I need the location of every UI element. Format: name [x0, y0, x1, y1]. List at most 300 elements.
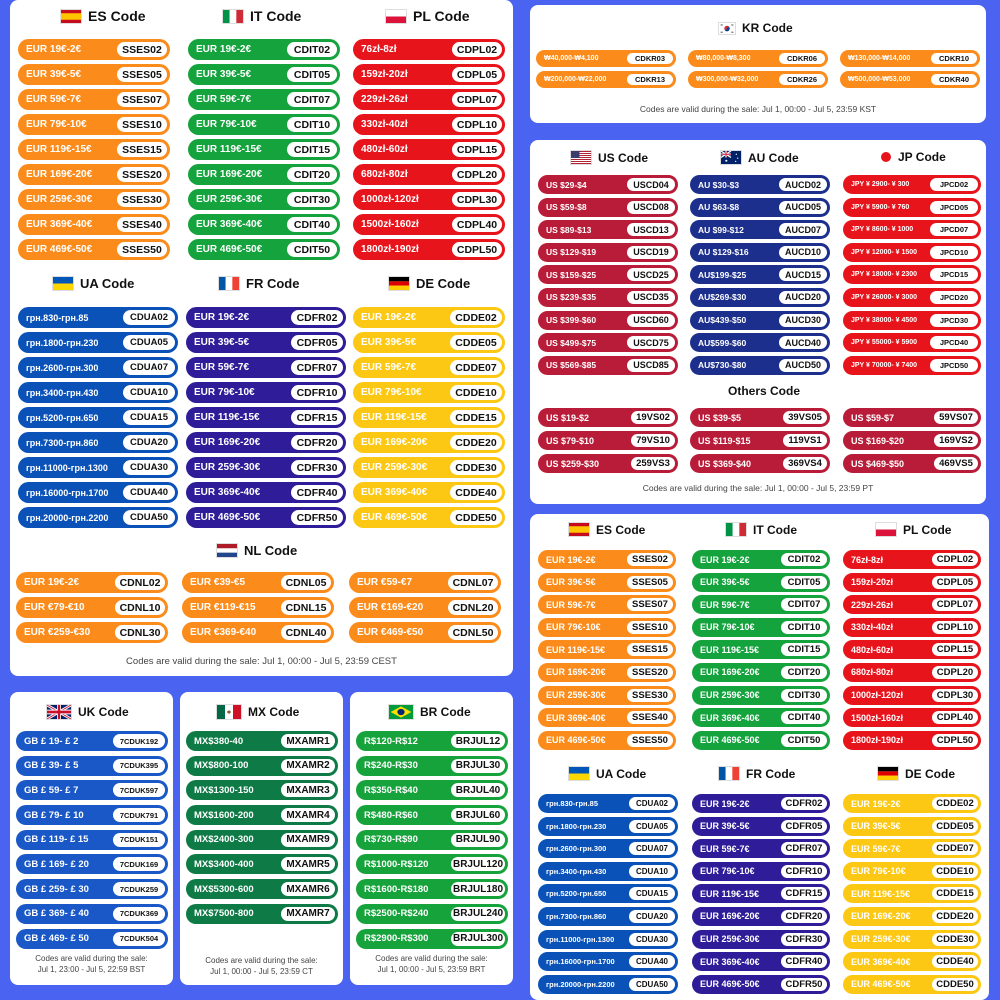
coupon-code[interactable]: CDUA05: [629, 820, 675, 833]
coupon-code[interactable]: JPCD40: [930, 336, 978, 349]
es-code-coupon-row[interactable]: [538, 686, 676, 705]
coupon-code[interactable]: 7CDUK192: [113, 734, 165, 748]
coupon-code[interactable]: CDNL05: [281, 575, 331, 590]
es-code-coupon-row[interactable]: [18, 139, 170, 160]
coupon-code[interactable]: SSES30: [627, 689, 673, 702]
de-code-coupon-row[interactable]: [353, 457, 505, 478]
coupon-code[interactable]: CDDE05: [932, 820, 978, 833]
coupon-code[interactable]: 59VS07: [934, 411, 978, 424]
coupon-code[interactable]: BRJUL30: [451, 759, 505, 773]
coupon-code[interactable]: CDUA50: [123, 510, 175, 525]
us-code-coupon-row[interactable]: [538, 243, 678, 262]
coupon-code[interactable]: CDKR06: [779, 53, 825, 64]
coupon-code[interactable]: CDDE05: [450, 335, 502, 350]
coupon-code[interactable]: CDKR13: [627, 74, 673, 85]
au-code-coupon-row[interactable]: [690, 333, 830, 352]
au-code-coupon-row[interactable]: [690, 265, 830, 284]
nl-code-coupon-row[interactable]: [182, 597, 334, 618]
de-code-coupon-row[interactable]: [353, 332, 505, 353]
us-code-coupon-row[interactable]: [538, 356, 678, 375]
others-code-coupon-row[interactable]: [538, 431, 678, 450]
coupon-code[interactable]: BRJUL40: [451, 783, 505, 797]
mx-code-coupon-row[interactable]: [186, 830, 338, 850]
coupon-code[interactable]: CDIT30: [287, 192, 337, 207]
coupon-code[interactable]: AUCD30: [779, 314, 827, 327]
jp-code-coupon-row[interactable]: [843, 220, 981, 239]
jp-code-coupon-row[interactable]: [843, 333, 981, 352]
coupon-code[interactable]: CDUA40: [123, 485, 175, 500]
ua-code-coupon-row[interactable]: [18, 407, 178, 428]
es-code-coupon-row[interactable]: [538, 595, 676, 614]
coupon-code[interactable]: CDIT10: [781, 621, 827, 634]
coupon-code[interactable]: CDPL10: [452, 117, 502, 132]
coupon-code[interactable]: AUCD07: [779, 223, 827, 236]
coupon-code[interactable]: BRJUL180: [452, 883, 504, 895]
fr-code-coupon-row[interactable]: [186, 382, 346, 403]
au-code-coupon-row[interactable]: [690, 311, 830, 330]
mx-code-coupon-row[interactable]: [186, 805, 338, 825]
fr-code-coupon-row[interactable]: [186, 332, 346, 353]
au-code-coupon-row[interactable]: [690, 243, 830, 262]
coupon-code[interactable]: CDPL20: [932, 666, 978, 679]
coupon-code[interactable]: CDFR07: [781, 842, 827, 855]
mx-code-coupon-row[interactable]: [186, 904, 338, 924]
coupon-code[interactable]: CDIT40: [287, 217, 337, 232]
fr-code-coupon-row[interactable]: [186, 482, 346, 503]
coupon-code[interactable]: CDIT07: [287, 92, 337, 107]
it-code-coupon-row[interactable]: [692, 708, 830, 727]
ua-code-coupon-row[interactable]: [538, 884, 678, 903]
coupon-code[interactable]: CDUA10: [123, 385, 175, 400]
coupon-code[interactable]: CDKR40: [931, 74, 977, 85]
coupon-code[interactable]: CDPL07: [452, 92, 502, 107]
coupon-code[interactable]: CDIT02: [287, 42, 337, 57]
coupon-code[interactable]: SSES05: [117, 67, 167, 82]
us-code-coupon-row[interactable]: [538, 311, 678, 330]
coupon-code[interactable]: JPCD02: [930, 178, 978, 191]
coupon-code[interactable]: CDDE02: [932, 797, 978, 810]
jp-code-coupon-row[interactable]: [843, 175, 981, 194]
fr-code-coupon-row[interactable]: [692, 907, 830, 926]
kr-code-coupon-row[interactable]: [688, 71, 828, 88]
coupon-code[interactable]: AUCD50: [779, 359, 827, 372]
coupon-code[interactable]: CDFR05: [781, 820, 827, 833]
coupon-code[interactable]: AUCD05: [779, 201, 827, 214]
coupon-code[interactable]: SSES10: [627, 621, 673, 634]
coupon-code[interactable]: 7CDUK504: [113, 932, 165, 946]
coupon-code[interactable]: CDDE50: [932, 978, 978, 991]
es-code-coupon-row[interactable]: [18, 114, 170, 135]
coupon-code[interactable]: SSES07: [627, 598, 673, 611]
coupon-code[interactable]: BRJUL12: [451, 734, 505, 748]
coupon-code[interactable]: CDDE20: [932, 910, 978, 923]
es-code-coupon-row[interactable]: [538, 663, 676, 682]
coupon-code[interactable]: CDNL02: [115, 575, 165, 590]
es-code-coupon-row[interactable]: [18, 39, 170, 60]
es-code-coupon-row[interactable]: [18, 164, 170, 185]
coupon-code[interactable]: JPCD07: [930, 223, 978, 236]
coupon-code[interactable]: CDUA07: [629, 842, 675, 855]
coupon-code[interactable]: CDDE10: [932, 865, 978, 878]
nl-code-coupon-row[interactable]: [16, 597, 168, 618]
coupon-code[interactable]: CDDE02: [450, 310, 502, 325]
es-code-coupon-row[interactable]: [538, 618, 676, 637]
fr-code-coupon-row[interactable]: [692, 952, 830, 971]
it-code-coupon-row[interactable]: [692, 618, 830, 637]
de-code-coupon-row[interactable]: [353, 307, 505, 328]
coupon-code[interactable]: MXAMR4: [281, 808, 335, 822]
coupon-code[interactable]: CDUA02: [123, 310, 175, 325]
coupon-code[interactable]: USCD25: [627, 268, 675, 281]
fr-code-coupon-row[interactable]: [692, 817, 830, 836]
coupon-code[interactable]: 7CDUK791: [113, 808, 165, 822]
coupon-code[interactable]: MXAMR2: [281, 759, 335, 773]
coupon-code[interactable]: USCD08: [627, 201, 675, 214]
coupon-code[interactable]: CDFR02: [781, 797, 827, 810]
uk-code-coupon-row[interactable]: [16, 854, 168, 874]
au-code-coupon-row[interactable]: [690, 356, 830, 375]
it-code-coupon-row[interactable]: [692, 731, 830, 750]
jp-code-coupon-row[interactable]: [843, 265, 981, 284]
de-code-coupon-row[interactable]: [843, 839, 981, 858]
nl-code-coupon-row[interactable]: [349, 572, 501, 593]
it-code-coupon-row[interactable]: [692, 550, 830, 569]
pl-code-coupon-row[interactable]: [843, 686, 981, 705]
es-code-coupon-row[interactable]: [538, 731, 676, 750]
coupon-code[interactable]: CDFR30: [291, 460, 343, 475]
pl-code-coupon-row[interactable]: [843, 663, 981, 682]
coupon-code[interactable]: CDIT05: [781, 576, 827, 589]
coupon-code[interactable]: CDIT30: [781, 689, 827, 702]
kr-code-coupon-row[interactable]: [536, 50, 676, 67]
ua-code-coupon-row[interactable]: [538, 907, 678, 926]
others-code-coupon-row[interactable]: [843, 454, 981, 473]
coupon-code[interactable]: CDUA10: [629, 865, 675, 878]
coupon-code[interactable]: USCD04: [627, 178, 675, 191]
kr-code-coupon-row[interactable]: [840, 50, 980, 67]
coupon-code[interactable]: 7CDUK369: [113, 907, 165, 921]
coupon-code[interactable]: SSES20: [627, 666, 673, 679]
coupon-code[interactable]: CDFR10: [781, 865, 827, 878]
coupon-code[interactable]: CDFR20: [781, 910, 827, 923]
coupon-code[interactable]: CDPL30: [452, 192, 502, 207]
coupon-code[interactable]: SSES10: [117, 117, 167, 132]
others-code-coupon-row[interactable]: [690, 408, 830, 427]
pl-code-coupon-row[interactable]: [843, 618, 981, 637]
coupon-code[interactable]: CDDE07: [932, 842, 978, 855]
it-code-coupon-row[interactable]: [188, 39, 340, 60]
fr-code-coupon-row[interactable]: [692, 794, 830, 813]
coupon-code[interactable]: SSES20: [117, 167, 167, 182]
es-code-coupon-row[interactable]: [18, 89, 170, 110]
coupon-code[interactable]: CDDE30: [450, 460, 502, 475]
coupon-code[interactable]: 79VS10: [631, 434, 675, 447]
coupon-code[interactable]: SSES50: [627, 734, 673, 747]
br-code-coupon-row[interactable]: [356, 805, 508, 825]
coupon-code[interactable]: CDPL15: [932, 643, 978, 656]
br-code-coupon-row[interactable]: [356, 756, 508, 776]
br-code-coupon-row[interactable]: [356, 929, 508, 949]
us-code-coupon-row[interactable]: [538, 288, 678, 307]
ua-code-coupon-row[interactable]: [538, 862, 678, 881]
it-code-coupon-row[interactable]: [188, 64, 340, 85]
pl-code-coupon-row[interactable]: [353, 189, 505, 210]
br-code-coupon-row[interactable]: [356, 830, 508, 850]
coupon-code[interactable]: CDPL05: [932, 576, 978, 589]
it-code-coupon-row[interactable]: [692, 686, 830, 705]
br-code-coupon-row[interactable]: [356, 780, 508, 800]
br-code-coupon-row[interactable]: [356, 854, 508, 874]
coupon-code[interactable]: CDIT07: [781, 598, 827, 611]
pl-code-coupon-row[interactable]: [353, 64, 505, 85]
fr-code-coupon-row[interactable]: [692, 862, 830, 881]
coupon-code[interactable]: CDDE10: [450, 385, 502, 400]
coupon-code[interactable]: CDFR02: [291, 310, 343, 325]
pl-code-coupon-row[interactable]: [843, 640, 981, 659]
coupon-code[interactable]: 369VS4: [783, 457, 827, 470]
ua-code-coupon-row[interactable]: [18, 382, 178, 403]
coupon-code[interactable]: CDPL50: [452, 242, 502, 257]
coupon-code[interactable]: SSES07: [117, 92, 167, 107]
coupon-code[interactable]: CDUA15: [629, 887, 675, 900]
coupon-code[interactable]: CDKR26: [779, 74, 825, 85]
de-code-coupon-row[interactable]: [353, 382, 505, 403]
coupon-code[interactable]: CDIT05: [287, 67, 337, 82]
coupon-code[interactable]: CDPL20: [452, 167, 502, 182]
coupon-code[interactable]: USCD13: [627, 223, 675, 236]
de-code-coupon-row[interactable]: [843, 794, 981, 813]
coupon-code[interactable]: CDFR15: [291, 410, 343, 425]
de-code-coupon-row[interactable]: [843, 907, 981, 926]
ua-code-coupon-row[interactable]: [18, 332, 178, 353]
it-code-coupon-row[interactable]: [188, 189, 340, 210]
coupon-code[interactable]: 7CDUK395: [113, 759, 165, 773]
de-code-coupon-row[interactable]: [353, 507, 505, 528]
es-code-coupon-row[interactable]: [538, 640, 676, 659]
au-code-coupon-row[interactable]: [690, 288, 830, 307]
coupon-code[interactable]: CDUA15: [123, 410, 175, 425]
au-code-coupon-row[interactable]: [690, 198, 830, 217]
uk-code-coupon-row[interactable]: [16, 929, 168, 949]
coupon-code[interactable]: MXAMR1: [281, 734, 335, 748]
mx-code-coupon-row[interactable]: [186, 854, 338, 874]
ua-code-coupon-row[interactable]: [538, 794, 678, 813]
coupon-code[interactable]: CDIT20: [287, 167, 337, 182]
it-code-coupon-row[interactable]: [692, 640, 830, 659]
fr-code-coupon-row[interactable]: [186, 457, 346, 478]
jp-code-coupon-row[interactable]: [843, 311, 981, 330]
pl-code-coupon-row[interactable]: [353, 214, 505, 235]
coupon-code[interactable]: CDIT15: [781, 643, 827, 656]
coupon-code[interactable]: JPCD15: [930, 268, 978, 281]
uk-code-coupon-row[interactable]: [16, 879, 168, 899]
coupon-code[interactable]: BRJUL120: [452, 858, 504, 870]
coupon-code[interactable]: CDIT20: [781, 666, 827, 679]
coupon-code[interactable]: USCD19: [627, 246, 675, 259]
coupon-code[interactable]: AUCD20: [779, 291, 827, 304]
coupon-code[interactable]: CDIT15: [287, 142, 337, 157]
jp-code-coupon-row[interactable]: [843, 288, 981, 307]
it-code-coupon-row[interactable]: [188, 114, 340, 135]
coupon-code[interactable]: CDUA20: [123, 435, 175, 450]
de-code-coupon-row[interactable]: [843, 975, 981, 994]
uk-code-coupon-row[interactable]: [16, 731, 168, 751]
coupon-code[interactable]: SSES30: [117, 192, 167, 207]
uk-code-coupon-row[interactable]: [16, 904, 168, 924]
us-code-coupon-row[interactable]: [538, 265, 678, 284]
uk-code-coupon-row[interactable]: [16, 805, 168, 825]
pl-code-coupon-row[interactable]: [353, 139, 505, 160]
coupon-code[interactable]: AUCD15: [779, 268, 827, 281]
coupon-code[interactable]: CDPL10: [932, 621, 978, 634]
coupon-code[interactable]: AUCD40: [779, 336, 827, 349]
coupon-code[interactable]: CDUA50: [629, 978, 675, 991]
coupon-code[interactable]: SSES40: [117, 217, 167, 232]
coupon-code[interactable]: CDNL50: [448, 625, 498, 640]
coupon-code[interactable]: CDUA20: [629, 910, 675, 923]
coupon-code[interactable]: MXAMR9: [281, 833, 335, 847]
coupon-code[interactable]: 7CDUK169: [113, 857, 165, 871]
coupon-code[interactable]: 7CDUK597: [113, 783, 165, 797]
nl-code-coupon-row[interactable]: [349, 622, 501, 643]
coupon-code[interactable]: SSES15: [117, 142, 167, 157]
es-code-coupon-row[interactable]: [538, 550, 676, 569]
nl-code-coupon-row[interactable]: [349, 597, 501, 618]
nl-code-coupon-row[interactable]: [16, 572, 168, 593]
fr-code-coupon-row[interactable]: [692, 930, 830, 949]
coupon-code[interactable]: CDNL40: [281, 625, 331, 640]
coupon-code[interactable]: 7CDUK259: [113, 882, 165, 896]
coupon-code[interactable]: CDFR07: [291, 360, 343, 375]
coupon-code[interactable]: 469VS5: [934, 457, 978, 470]
coupon-code[interactable]: CDKR10: [931, 53, 977, 64]
coupon-code[interactable]: CDPL30: [932, 689, 978, 702]
fr-code-coupon-row[interactable]: [186, 357, 346, 378]
coupon-code[interactable]: CDUA05: [123, 335, 175, 350]
coupon-code[interactable]: CDDE40: [450, 485, 502, 500]
others-code-coupon-row[interactable]: [690, 454, 830, 473]
coupon-code[interactable]: CDPL02: [452, 42, 502, 57]
ua-code-coupon-row[interactable]: [18, 357, 178, 378]
mx-code-coupon-row[interactable]: [186, 780, 338, 800]
coupon-code[interactable]: MXAMR5: [281, 857, 335, 871]
de-code-coupon-row[interactable]: [843, 952, 981, 971]
de-code-coupon-row[interactable]: [353, 482, 505, 503]
coupon-code[interactable]: CDPL07: [932, 598, 978, 611]
others-code-coupon-row[interactable]: [690, 431, 830, 450]
coupon-code[interactable]: MXAMR3: [281, 783, 335, 797]
ua-code-coupon-row[interactable]: [18, 457, 178, 478]
fr-code-coupon-row[interactable]: [186, 507, 346, 528]
coupon-code[interactable]: CDPL02: [932, 553, 978, 566]
kr-code-coupon-row[interactable]: [536, 71, 676, 88]
coupon-code[interactable]: CDKR03: [627, 53, 673, 64]
de-code-coupon-row[interactable]: [353, 357, 505, 378]
ua-code-coupon-row[interactable]: [538, 930, 678, 949]
coupon-code[interactable]: CDPL05: [452, 67, 502, 82]
coupon-code[interactable]: SSES50: [117, 242, 167, 257]
pl-code-coupon-row[interactable]: [353, 114, 505, 135]
coupon-code[interactable]: CDFR05: [291, 335, 343, 350]
es-code-coupon-row[interactable]: [538, 708, 676, 727]
coupon-code[interactable]: CDUA07: [123, 360, 175, 375]
es-code-coupon-row[interactable]: [18, 239, 170, 260]
coupon-code[interactable]: CDPL50: [932, 734, 978, 747]
pl-code-coupon-row[interactable]: [843, 573, 981, 592]
fr-code-coupon-row[interactable]: [186, 407, 346, 428]
it-code-coupon-row[interactable]: [692, 573, 830, 592]
coupon-code[interactable]: MXAMR7: [281, 907, 335, 921]
coupon-code[interactable]: CDDE50: [450, 510, 502, 525]
it-code-coupon-row[interactable]: [692, 663, 830, 682]
coupon-code[interactable]: CDUA30: [123, 460, 175, 475]
coupon-code[interactable]: AUCD02: [779, 178, 827, 191]
coupon-code[interactable]: CDPL40: [452, 217, 502, 232]
ua-code-coupon-row[interactable]: [538, 839, 678, 858]
fr-code-coupon-row[interactable]: [692, 975, 830, 994]
au-code-coupon-row[interactable]: [690, 220, 830, 239]
coupon-code[interactable]: 19VS02: [631, 411, 675, 424]
de-code-coupon-row[interactable]: [843, 862, 981, 881]
coupon-code[interactable]: CDNL20: [448, 600, 498, 615]
us-code-coupon-row[interactable]: [538, 175, 678, 194]
uk-code-coupon-row[interactable]: [16, 780, 168, 800]
coupon-code[interactable]: 39VS05: [783, 411, 827, 424]
ua-code-coupon-row[interactable]: [18, 432, 178, 453]
it-code-coupon-row[interactable]: [188, 239, 340, 260]
coupon-code[interactable]: 169VS2: [934, 434, 978, 447]
coupon-code[interactable]: BRJUL60: [451, 808, 505, 822]
coupon-code[interactable]: CDIT02: [781, 553, 827, 566]
coupon-code[interactable]: CDDE30: [932, 933, 978, 946]
de-code-coupon-row[interactable]: [353, 432, 505, 453]
coupon-code[interactable]: 119VS1: [783, 434, 827, 447]
fr-code-coupon-row[interactable]: [692, 884, 830, 903]
coupon-code[interactable]: CDDE07: [450, 360, 502, 375]
coupon-code[interactable]: JPCD30: [930, 314, 978, 327]
others-code-coupon-row[interactable]: [843, 431, 981, 450]
coupon-code[interactable]: CDDE40: [932, 955, 978, 968]
coupon-code[interactable]: CDFR50: [291, 510, 343, 525]
de-code-coupon-row[interactable]: [843, 817, 981, 836]
coupon-code[interactable]: CDDE15: [932, 887, 978, 900]
coupon-code[interactable]: CDFR40: [291, 485, 343, 500]
uk-code-coupon-row[interactable]: [16, 830, 168, 850]
pl-code-coupon-row[interactable]: [843, 595, 981, 614]
nl-code-coupon-row[interactable]: [182, 622, 334, 643]
coupon-code[interactable]: JPCD20: [930, 291, 978, 304]
coupon-code[interactable]: CDPL40: [932, 711, 978, 724]
coupon-code[interactable]: CDFR40: [781, 955, 827, 968]
uk-code-coupon-row[interactable]: [16, 756, 168, 776]
pl-code-coupon-row[interactable]: [353, 89, 505, 110]
coupon-code[interactable]: 259VS3: [631, 457, 675, 470]
coupon-code[interactable]: JPCD05: [930, 201, 978, 214]
mx-code-coupon-row[interactable]: [186, 879, 338, 899]
br-code-coupon-row[interactable]: [356, 731, 508, 751]
es-code-coupon-row[interactable]: [538, 573, 676, 592]
pl-code-coupon-row[interactable]: [353, 164, 505, 185]
coupon-code[interactable]: JPCD50: [930, 359, 978, 372]
coupon-code[interactable]: USCD35: [627, 291, 675, 304]
ua-code-coupon-row[interactable]: [538, 817, 678, 836]
coupon-code[interactable]: CDNL07: [448, 575, 498, 590]
coupon-code[interactable]: CDUA02: [629, 797, 675, 810]
coupon-code[interactable]: CDPL15: [452, 142, 502, 157]
de-code-coupon-row[interactable]: [353, 407, 505, 428]
es-code-coupon-row[interactable]: [18, 64, 170, 85]
coupon-code[interactable]: SSES02: [117, 42, 167, 57]
